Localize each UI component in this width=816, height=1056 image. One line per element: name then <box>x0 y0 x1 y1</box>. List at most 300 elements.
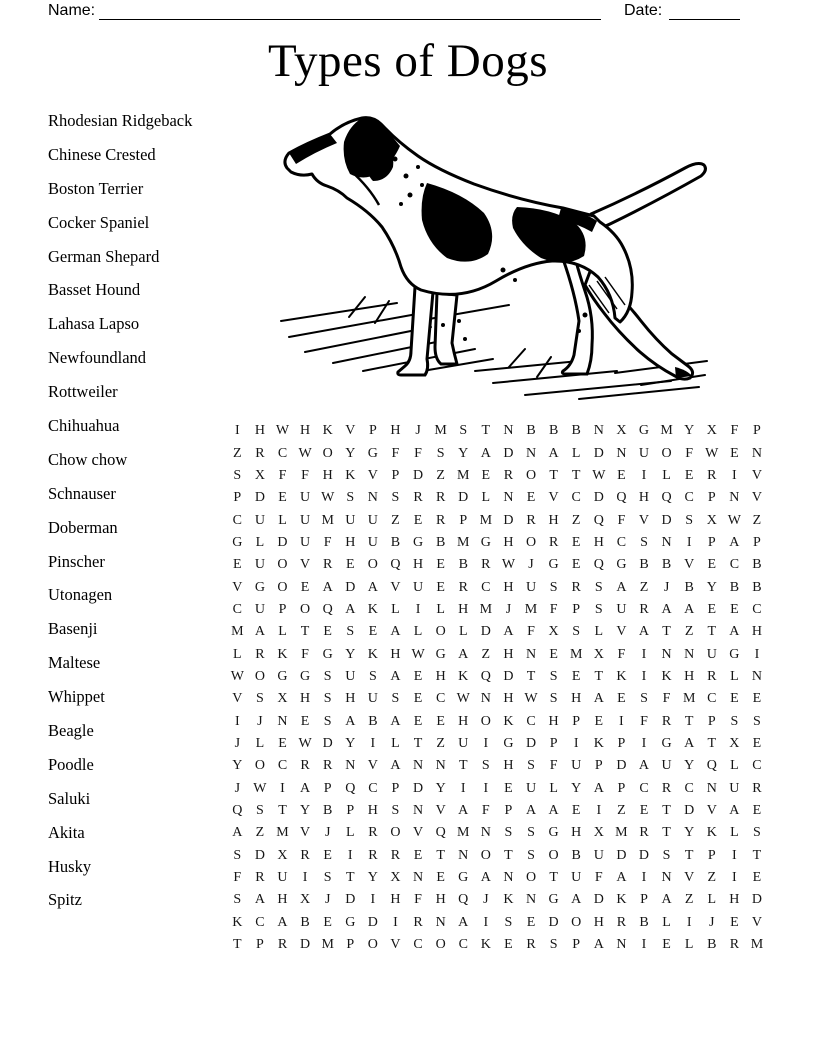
grid-letter: D <box>525 735 537 751</box>
grid-letter: I <box>370 735 376 751</box>
grid-letter: A <box>593 937 604 953</box>
grid-letter: O <box>277 579 288 595</box>
grid-letter: A <box>638 758 650 774</box>
grid-letter: G <box>300 668 311 684</box>
grid-letter: L <box>707 892 717 908</box>
grid-letter: Y <box>345 735 356 751</box>
grid-letter: D <box>638 847 650 863</box>
grid-letter: L <box>345 825 355 841</box>
grid-letter: W <box>705 445 719 461</box>
grid-letter: X <box>300 892 311 908</box>
grid-letter: A <box>480 870 491 886</box>
word-list-item: Basenji <box>48 619 98 639</box>
grid-letter: X <box>616 423 627 439</box>
grid-letter: A <box>345 713 356 729</box>
grid-letter: K <box>345 467 356 483</box>
grid-letter: R <box>458 579 468 595</box>
grid-letter: P <box>323 780 332 796</box>
grid-letter: E <box>413 512 423 528</box>
grid-letter: I <box>234 423 240 439</box>
grid-letter: C <box>684 490 694 506</box>
grid-letter: H <box>638 490 650 506</box>
grid-letter: C <box>277 445 288 461</box>
grid-letter: E <box>549 646 558 662</box>
grid-letter: K <box>503 892 514 908</box>
grid-letter: X <box>548 624 559 640</box>
grid-letter: Q <box>661 490 672 506</box>
grid-letter: K <box>661 668 672 684</box>
grid-letter: B <box>639 914 649 930</box>
grid-letter: F <box>662 691 671 707</box>
grid-letter: Z <box>752 512 762 528</box>
grid-letter: P <box>617 780 626 796</box>
grid-letter: H <box>300 691 311 707</box>
grid-letter: N <box>751 668 763 684</box>
grid-letter: E <box>323 624 332 640</box>
grid-letter: S <box>594 601 603 617</box>
grid-letter: S <box>527 847 535 863</box>
grid-letter: Z <box>391 512 400 528</box>
grid-letter: E <box>707 557 717 573</box>
grid-letter: M <box>682 691 696 707</box>
grid-letter: J <box>415 423 421 439</box>
grid-letter: A <box>300 780 311 796</box>
grid-letter: S <box>233 892 242 908</box>
grid-letter: A <box>684 601 695 617</box>
grid-letter: N <box>503 490 514 506</box>
grid-letter: S <box>504 914 513 930</box>
grid-letter: W <box>501 557 516 573</box>
word-list-item: Basset Hound <box>48 280 141 300</box>
grid-letter: H <box>390 423 401 439</box>
grid-letter: W <box>253 780 267 796</box>
grid-letter: Q <box>458 892 469 908</box>
grid-letter: N <box>480 825 491 841</box>
grid-letter: V <box>684 870 695 886</box>
grid-letter: J <box>663 579 670 595</box>
grid-letter: S <box>323 870 332 886</box>
grid-letter: Z <box>436 467 445 483</box>
grid-letter: H <box>571 691 582 707</box>
grid-letter: T <box>752 847 762 863</box>
grid-letter: N <box>480 691 491 707</box>
grid-letter: N <box>616 445 627 461</box>
grid-letter: I <box>393 914 398 930</box>
grid-letter: T <box>300 624 310 640</box>
grid-letter: D <box>503 512 514 528</box>
grid-letter: Y <box>458 445 469 461</box>
grid-letter: D <box>254 847 265 863</box>
grid-letter: R <box>503 467 514 483</box>
grid-letter: D <box>277 534 288 550</box>
grid-letter: D <box>503 445 514 461</box>
grid-letter: L <box>571 445 581 461</box>
grid-letter: U <box>254 512 265 528</box>
grid-letter: E <box>368 624 378 640</box>
grid-letter: H <box>277 892 288 908</box>
grid-letter: N <box>412 758 424 774</box>
grid-letter: C <box>481 579 491 595</box>
grid-letter: S <box>391 803 400 819</box>
grid-letter: E <box>526 914 536 930</box>
grid-letter: H <box>345 691 356 707</box>
grid-letter: O <box>548 847 559 863</box>
grid-letter: R <box>277 937 288 953</box>
grid-letter: Y <box>232 758 243 774</box>
grid-letter: I <box>415 601 421 617</box>
grid-letter: S <box>233 847 242 863</box>
grid-letter: X <box>593 646 604 662</box>
grid-letter: G <box>548 892 559 908</box>
grid-letter: M <box>231 624 244 640</box>
grid-letter: H <box>503 579 514 595</box>
grid-letter: U <box>300 490 311 506</box>
word-search-grid <box>226 420 768 956</box>
grid-letter: Y <box>300 803 311 819</box>
grid-letter: C <box>752 601 762 617</box>
grid-letter: O <box>322 445 333 461</box>
grid-letter: P <box>255 937 264 953</box>
grid-letter: W <box>230 668 244 684</box>
grid-letter: V <box>232 579 243 595</box>
grid-letter: G <box>458 870 469 886</box>
grid-letter: E <box>278 490 287 506</box>
word-list-item: Akita <box>48 822 85 842</box>
grid-letter: B <box>435 534 446 550</box>
grid-letter: R <box>571 579 581 595</box>
grid-letter: A <box>525 803 537 819</box>
grid-letter: V <box>751 467 763 483</box>
grid-letter: O <box>525 467 537 483</box>
grid-letter: E <box>413 668 423 684</box>
grid-letter: B <box>300 914 310 930</box>
grid-letter: H <box>435 892 446 908</box>
grid-letter: M <box>524 601 538 617</box>
grid-letter: I <box>641 467 647 483</box>
grid-letter: K <box>322 423 333 439</box>
grid-letter: N <box>367 490 378 506</box>
grid-letter: B <box>548 423 559 439</box>
grid-letter: V <box>435 803 446 819</box>
grid-letter: X <box>277 847 288 863</box>
grid-letter: E <box>504 780 513 796</box>
grid-letter: P <box>233 490 242 506</box>
grid-letter: Q <box>345 780 356 796</box>
grid-letter: D <box>548 914 559 930</box>
grid-letter: S <box>436 445 445 461</box>
word-list-item: Chihuahua <box>48 416 120 436</box>
grid-letter: V <box>751 490 763 506</box>
grid-letter: C <box>729 557 740 573</box>
grid-letter: V <box>300 557 311 573</box>
grid-letter: R <box>661 780 672 796</box>
grid-letter: S <box>753 825 761 841</box>
word-list <box>48 104 192 917</box>
grid-letter: Z <box>639 579 649 595</box>
grid-letter: N <box>684 646 695 662</box>
grid-letter: U <box>525 780 537 796</box>
grid-letter: W <box>456 691 470 707</box>
grid-letter: G <box>345 914 356 930</box>
grid-letter: K <box>706 825 717 841</box>
grid-letter: W <box>321 490 335 506</box>
grid-letter: C <box>277 758 288 774</box>
grid-letter: E <box>413 847 423 863</box>
grid-letter: K <box>232 914 243 930</box>
grid-letter: M <box>615 825 628 841</box>
grid-letter: H <box>593 534 604 550</box>
grid-letter: L <box>278 512 287 528</box>
grid-letter: P <box>572 713 581 729</box>
word-list-item: Pinscher <box>48 551 105 571</box>
grid-letter: B <box>752 579 762 595</box>
grid-letter: X <box>593 825 604 841</box>
grid-letter: H <box>390 646 401 662</box>
grid-letter: R <box>526 937 536 953</box>
grid-letter: F <box>617 512 626 528</box>
grid-letter: I <box>280 780 285 796</box>
grid-letter: M <box>434 423 447 439</box>
grid-letter: Z <box>684 892 694 908</box>
grid-letter: T <box>413 735 423 751</box>
grid-letter: D <box>751 892 763 908</box>
grid-letter: X <box>277 691 288 707</box>
grid-letter: O <box>367 937 378 953</box>
grid-letter: T <box>684 847 694 863</box>
grid-letter: G <box>435 646 446 662</box>
grid-letter: B <box>707 937 717 953</box>
grid-letter: E <box>323 914 332 930</box>
grid-letter: F <box>414 892 422 908</box>
grid-letter: D <box>458 490 469 506</box>
word-list-item: Schnauser <box>48 483 116 503</box>
grid-letter: F <box>391 445 400 461</box>
grid-letter: C <box>232 601 242 617</box>
grid-letter: L <box>255 534 265 550</box>
grid-letter: E <box>300 579 310 595</box>
word-list-item: Whippet <box>48 687 105 707</box>
grid-letter: H <box>503 691 514 707</box>
grid-letter: A <box>571 892 582 908</box>
grid-letter: F <box>549 601 558 617</box>
grid-letter: M <box>750 937 764 953</box>
grid-letter: U <box>706 646 717 662</box>
grid-letter: M <box>569 646 583 662</box>
word-list-item: Spitz <box>48 890 82 910</box>
grid-letter: N <box>706 780 717 796</box>
grid-letter: O <box>435 624 446 640</box>
grid-letter: Y <box>684 825 695 841</box>
grid-letter: W <box>524 691 538 707</box>
grid-letter: N <box>277 713 288 729</box>
grid-letter: J <box>234 780 241 796</box>
word-list-item: Chinese Crested <box>48 144 156 164</box>
grid-letter: K <box>480 937 491 953</box>
grid-letter: A <box>503 624 514 640</box>
grid-letter: Q <box>593 557 604 573</box>
grid-letter: Y <box>435 780 446 796</box>
grid-letter: P <box>707 490 716 506</box>
grid-letter: A <box>390 758 401 774</box>
grid-letter: I <box>573 735 579 751</box>
grid-letter: H <box>548 512 559 528</box>
grid-letter: V <box>300 825 311 841</box>
grid-letter: M <box>660 423 673 439</box>
grid-letter: N <box>593 423 604 439</box>
grid-letter: P <box>549 735 558 751</box>
grid-letter: B <box>458 557 468 573</box>
grid-letter: D <box>684 803 695 819</box>
grid-letter: F <box>617 646 626 662</box>
grid-letter: V <box>232 691 243 707</box>
grid-letter: U <box>277 870 288 886</box>
grid-letter: W <box>727 512 741 528</box>
grid-letter: N <box>729 490 740 506</box>
grid-letter: P <box>504 803 513 819</box>
grid-letter: E <box>730 691 739 707</box>
grid-letter: U <box>254 601 265 617</box>
date-blank-line <box>669 0 740 20</box>
grid-letter: G <box>616 557 627 573</box>
grid-letter: A <box>254 624 265 640</box>
grid-letter: H <box>503 534 514 550</box>
grid-letter: O <box>390 825 401 841</box>
grid-letter: A <box>548 803 559 819</box>
grid-letter: W <box>411 646 425 662</box>
grid-letter: T <box>594 668 604 684</box>
grid-letter: B <box>571 423 581 439</box>
grid-letter: N <box>435 914 446 930</box>
grid-letter: J <box>257 713 263 729</box>
grid-letter: F <box>301 467 309 483</box>
grid-letter: Z <box>481 646 491 662</box>
grid-letter: G <box>322 646 333 662</box>
grid-letter: B <box>752 557 762 573</box>
grid-letter: Z <box>233 445 242 461</box>
grid-letter: Q <box>435 825 446 841</box>
grid-letter: U <box>300 512 311 528</box>
grid-letter: N <box>616 937 627 953</box>
grid-letter: V <box>390 579 401 595</box>
grid-letter: F <box>527 624 535 640</box>
grid-letter: Y <box>684 758 695 774</box>
grid-letter: D <box>593 445 604 461</box>
grid-letter: V <box>548 490 559 506</box>
grid-letter: C <box>639 780 649 796</box>
grid-letter: L <box>662 467 671 483</box>
grid-letter: P <box>707 534 716 550</box>
grid-letter: S <box>549 691 558 707</box>
grid-letter: S <box>233 467 242 483</box>
word-list-item: Chow chow <box>48 449 128 469</box>
grid-letter: D <box>593 490 604 506</box>
grid-letter: F <box>685 445 694 461</box>
grid-letter: E <box>526 490 536 506</box>
grid-letter: E <box>436 557 445 573</box>
grid-letter: K <box>616 668 627 684</box>
grid-letter: N <box>751 445 763 461</box>
grid-letter: E <box>504 937 513 953</box>
grid-letter: T <box>707 735 717 751</box>
grid-letter: D <box>661 512 672 528</box>
grid-letter: H <box>435 668 446 684</box>
grid-letter: Y <box>345 445 356 461</box>
grid-letter: A <box>548 445 559 461</box>
grid-letter: G <box>367 445 378 461</box>
grid-letter: B <box>368 713 378 729</box>
grid-letter: O <box>435 937 446 953</box>
grid-letter: S <box>255 803 264 819</box>
grid-letter: N <box>412 870 424 886</box>
grid-letter: K <box>458 668 469 684</box>
grid-letter: F <box>481 803 490 819</box>
grid-letter: R <box>435 512 446 528</box>
grid-letter: E <box>571 803 581 819</box>
grid-letter: E <box>752 735 762 751</box>
grid-letter: R <box>255 646 265 662</box>
grid-letter: N <box>661 646 672 662</box>
grid-letter: C <box>707 691 717 707</box>
grid-letter: W <box>298 445 312 461</box>
grid-letter: I <box>596 803 602 819</box>
grid-letter: L <box>413 624 423 640</box>
grid-letter: Q <box>593 512 604 528</box>
grid-letter: F <box>640 713 648 729</box>
grid-letter: L <box>730 668 739 684</box>
grid-letter: B <box>390 534 401 550</box>
grid-letter: U <box>458 735 469 751</box>
grid-letter: T <box>662 803 671 819</box>
grid-letter: T <box>458 758 468 774</box>
grid-letter: F <box>549 758 558 774</box>
grid-letter: S <box>640 691 648 707</box>
grid-letter: A <box>593 780 604 796</box>
grid-letter: H <box>751 624 763 640</box>
grid-letter: A <box>458 646 469 662</box>
grid-letter: Z <box>571 512 581 528</box>
grid-letter: I <box>347 847 353 863</box>
grid-letter: G <box>277 668 288 684</box>
grid-letter: L <box>436 601 445 617</box>
grid-letter: E <box>617 467 626 483</box>
grid-letter: U <box>345 668 356 684</box>
grid-letter: A <box>593 691 604 707</box>
grid-letter: G <box>548 825 559 841</box>
grid-letter: Z <box>617 803 626 819</box>
grid-letter: Y <box>684 423 695 439</box>
grid-letter: C <box>526 713 536 729</box>
grid-letter: S <box>662 847 671 863</box>
grid-letter: H <box>684 668 695 684</box>
grid-letter: V <box>390 937 401 953</box>
grid-letter: E <box>752 803 762 819</box>
grid-letter: P <box>346 937 355 953</box>
grid-letter: T <box>549 467 558 483</box>
grid-letter: S <box>685 512 694 528</box>
grid-letter: S <box>504 825 513 841</box>
grid-letter: R <box>729 937 740 953</box>
grid-letter: E <box>436 713 445 729</box>
grid-letter: H <box>548 713 559 729</box>
grid-letter: A <box>616 870 627 886</box>
word-list-item: Utonagen <box>48 585 113 605</box>
grid-letter: V <box>751 914 763 930</box>
grid-letter: X <box>706 423 717 439</box>
grid-letter: S <box>459 423 468 439</box>
grid-letter: A <box>616 579 627 595</box>
grid-letter: U <box>638 445 650 461</box>
grid-letter: A <box>729 624 740 640</box>
